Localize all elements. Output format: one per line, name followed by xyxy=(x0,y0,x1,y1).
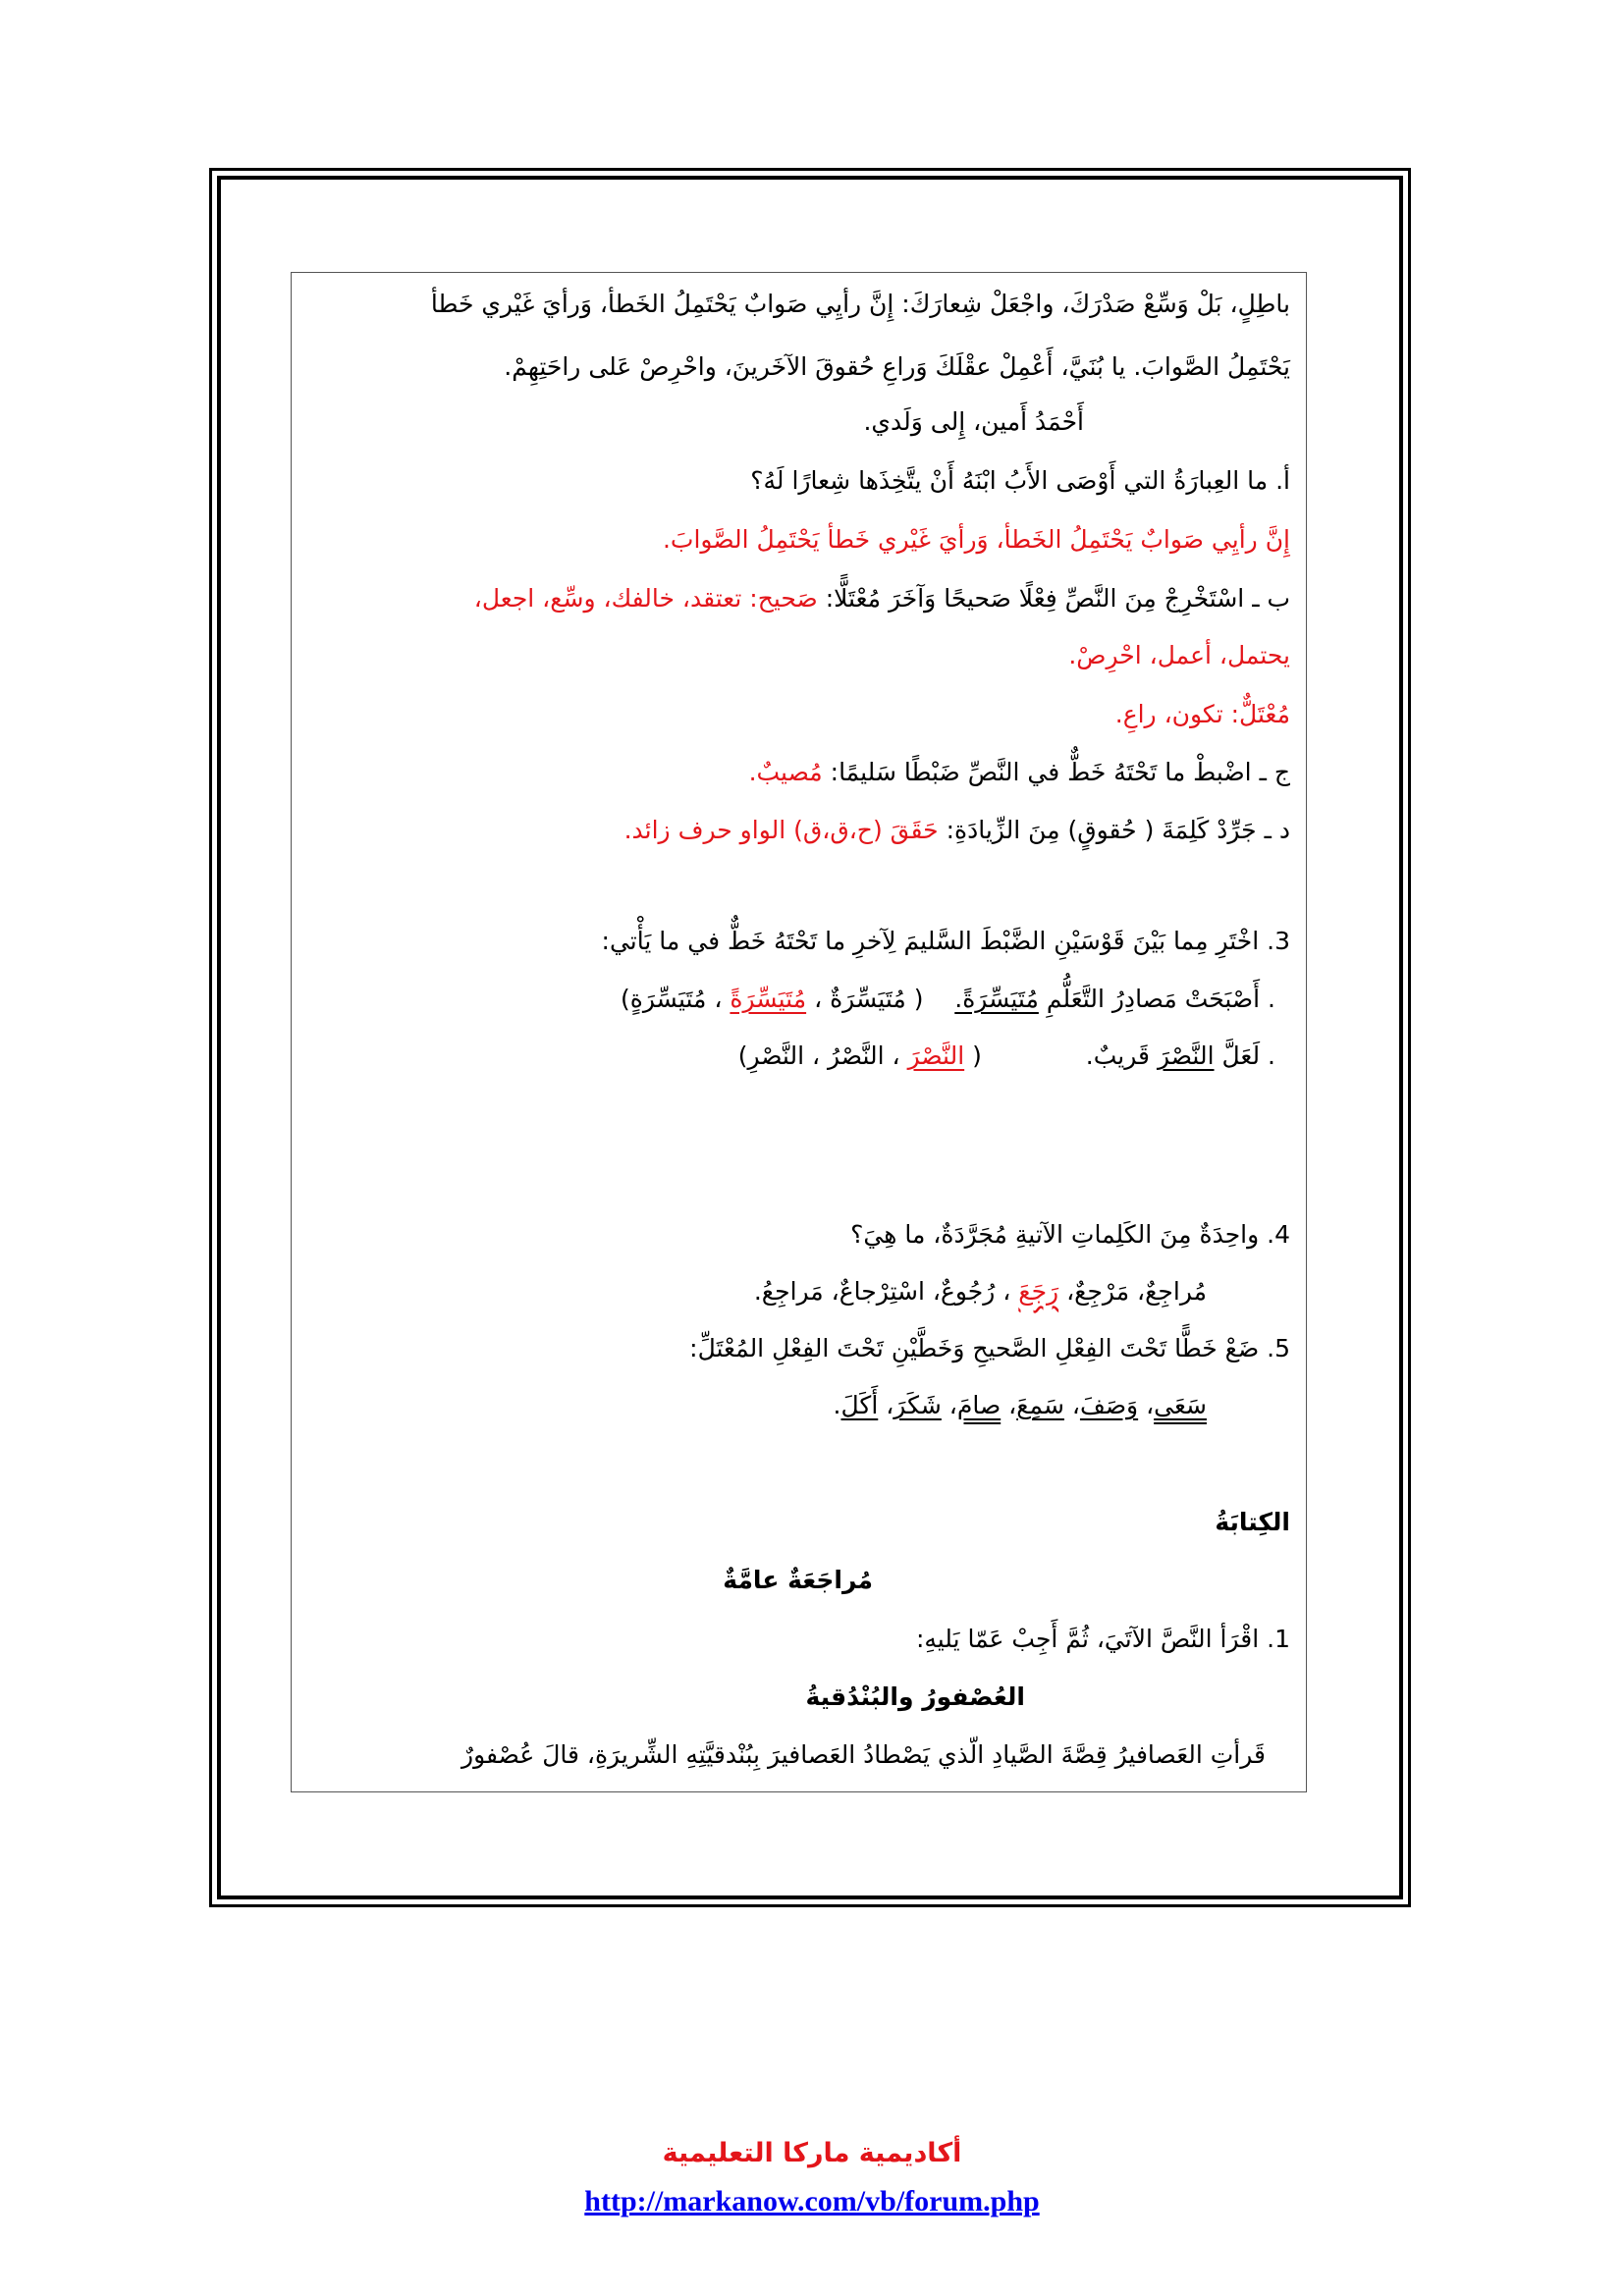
story-first-line: قَرأتِ العَصافيرُ قِصَّةَ الصَّيادِ الّذي يَصْطادُ العَصافيرَ بِبُنْدقيَّتِهِ الشِّريرَةِ، قالَ عُصْفورٌ xyxy=(461,1740,1266,1769)
question-3-title: 3. اخْتَرِ مِما بَيْنَ قَوْسَيْنِ الضَّبْطَ السَّليمَ لِآخرِ ما تَحْتَهُ خَطٌّ في ما يَأْتي: xyxy=(601,927,1290,955)
q3-s2-correct: النَّصْرَ xyxy=(907,1041,965,1070)
q5-verb-5: شَكَرَ xyxy=(893,1391,942,1419)
q4-words-b: ، رُجُوعٌ، اسْتِرْجاعٌ، مَراجِعُ. xyxy=(753,1277,1011,1306)
q3-s2-close: ، النَّصْرُ ، النَّصْرِ) xyxy=(737,1041,900,1070)
q5-sep: ، xyxy=(1138,1391,1155,1419)
q5-sep: ، xyxy=(1001,1391,1017,1419)
writing-heading: الكِتابَةُ xyxy=(1215,1508,1290,1536)
answer-b-3: مُعْتَلٌّ: تكون، راعِ. xyxy=(1114,700,1290,728)
footer-forum-link[interactable]: http://markanow.com/vb/forum.php xyxy=(584,2185,1040,2217)
q3-s2-word: النَّصْرَ xyxy=(1157,1041,1215,1070)
passage-line-1: باطِلٍ، بَلْ وَسِّعْ صَدْرَكَ، واجْعَلْ شِعارَكَ: إِنَّ رأيِي صَوابٌ يَحْتَمِلُ الخَطأ، وَرأيَ غَيْري خَطأ xyxy=(430,290,1290,318)
q3-s1-text: . أَصْبَحَتْ مَصادِرُ التَّعَلُّمِ xyxy=(1046,985,1275,1013)
q3-s1-close: ، مُتَيَسِّرَةٍ) xyxy=(621,985,723,1013)
q5-sep: ، xyxy=(941,1391,957,1419)
q3-s2-open: ( xyxy=(972,1041,982,1070)
q5-verb-1: سَعَى xyxy=(1154,1391,1207,1419)
q4-words xyxy=(754,1274,1207,1309)
question-c: ج ـ اضْبطْ ما تَحْتَهُ خَطٌّ في النَّصِّ ضَبْطًا سَليمًا: xyxy=(830,758,1290,786)
q4-correct-word: رَجَعَ xyxy=(1018,1277,1059,1306)
q5-sep: ، xyxy=(878,1391,894,1419)
q3-s2-text-b: قَريبٌ. xyxy=(1085,1041,1150,1070)
question-5-title: 5. ضَعْ خَطًّا تَحْتَ الفِعْلِ الصَّحيحِ وَخَطَّيْنِ تَحْتَ الفِعْلِ المُعْتَلِّ: xyxy=(689,1334,1290,1362)
q5-verb-6: أَكَلَ xyxy=(840,1391,879,1419)
question-4-title: 4. واحِدَةٌ مِنَ الكَلِماتِ الآتيةِ مُجَرَّدَةٌ، ما هِيَ؟ xyxy=(850,1220,1290,1249)
answer-b-1: صَحيح: تعتقد، خالفك، وسِّع، اجعل، xyxy=(473,584,818,613)
answer-d: حَقَقَ (ح،ق،ق) الواو حرف زائد. xyxy=(623,816,939,844)
question-a: أ. ما العِبارَةُ التي أَوْصَى الأَبُ ابْنَهُ أَنْ يتَّخِذَها شِعارًا لَهُ؟ xyxy=(750,466,1290,495)
writing-subheading: مُراجَعَةٌ عامَّةٌ xyxy=(723,1566,873,1594)
answer-a: إِنَّ رأيِي صَوابٌ يَحْتَمِلُ الخَطأ، وَرأيَ غَيْري خَطأ يَحْتَمِلُ الصَّوابَ. xyxy=(662,525,1290,554)
q5-verb-3: سَمِعَ xyxy=(1016,1391,1064,1419)
q3-s1-correct: مُتَيَسِّرَةً xyxy=(730,985,807,1013)
answer-c: مُصيبٌ. xyxy=(748,758,823,786)
q3-s1-open: ( مُتَيَسِّرَةٌ ، xyxy=(814,985,924,1013)
q5-verb-4: صامَ xyxy=(956,1391,1001,1419)
q5-verbs xyxy=(834,1388,1207,1423)
q3-sentence-2 xyxy=(738,1039,1275,1074)
footer-academy-name: أكاديمية ماركا التعليمية xyxy=(662,2138,962,2168)
story-title: العُصْفورُ والبُنْدُقيةُ xyxy=(805,1682,1025,1711)
question-d: د ـ جَرِّدْ كَلِمَةَ ( حُقوقٍ) مِنَ الزِّيادَةِ: xyxy=(946,816,1290,844)
writing-question-1: 1. اقْرَأ النَّصَّ الآتَيَ، ثُمَّ أَجِبْ عَمّا يَليهِ: xyxy=(915,1625,1290,1653)
q5-verb-2: وَصَفَ xyxy=(1079,1391,1139,1419)
question-b: ب ـ اسْتَخْرِجْ مِنَ النَّصِّ فِعْلًا صَحيحًا وَآخَرَ مُعْتَلًّا: xyxy=(825,584,1290,613)
answer-b-2: يحتمل، أعمل، احْرِصْ. xyxy=(1068,641,1290,669)
question-d-line xyxy=(624,813,1290,848)
q5-end: . xyxy=(833,1391,841,1419)
q3-s1-word: مُتَيَسِّرَةً. xyxy=(954,985,1039,1013)
q5-sep: ، xyxy=(1063,1391,1080,1419)
q3-s2-text-a: . لَعَلَّ xyxy=(1221,1041,1275,1070)
question-b-line xyxy=(474,581,1290,616)
passage-author: أَحْمَدُ أَمين، إِلى وَلَدي. xyxy=(863,407,1084,436)
question-c-line xyxy=(749,755,1290,790)
passage-line-2: يَحْتَمِلُ الصَّوابَ. يا بُنَيَّ، أَعْمِلْ عقْلَكَ وَراعِ حُقوقَ الآخَرينَ، واحْرِصْ عَلى راحَتِهِمْ. xyxy=(504,352,1290,381)
q4-words-a: مُراجِعٌ، مَرْجِعٌ، xyxy=(1066,1277,1207,1306)
q3-sentence-1 xyxy=(621,982,1275,1017)
